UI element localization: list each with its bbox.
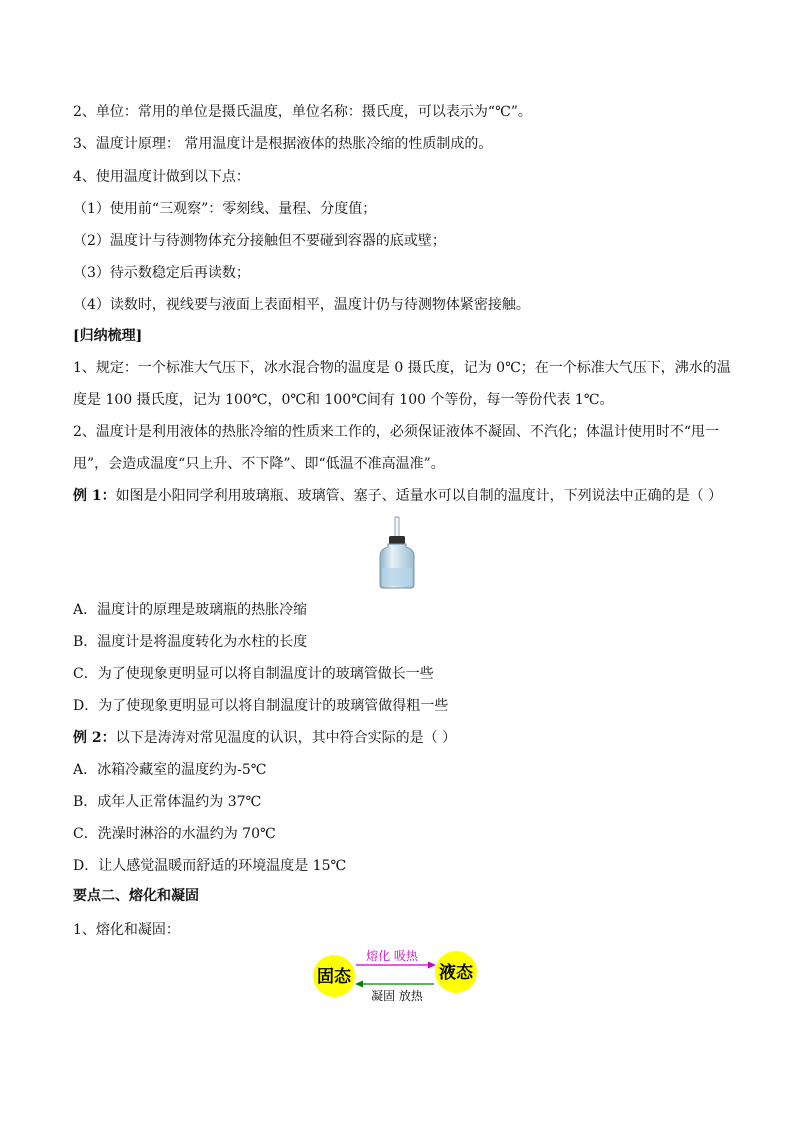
solidification-arrowhead bbox=[355, 981, 363, 988]
sec1-sub4: （4）读数时，视线要与液面上表面相平，温度计仍与待测物体紧密接触。 bbox=[73, 297, 530, 313]
example1-label: 例 1： bbox=[73, 488, 116, 504]
melting-label: 熔化 吸热 bbox=[366, 949, 418, 963]
summary-p1b: 度是 100 摄氏度，记为 100℃，0℃和 100℃间有 100 个等份，每一等份代表 1℃。 bbox=[73, 392, 614, 408]
summary-p2b: 甩”，会造成温度“只上升、不下降”、即“低温不准高温准”。 bbox=[73, 456, 445, 472]
example2-option-d: D．让人感觉温暖而舒适的环境温度是 15℃ bbox=[73, 858, 347, 874]
sec1-item4: 4、使用温度计做到以下点： bbox=[73, 169, 250, 185]
section2-item1: 1、熔化和凝固： bbox=[73, 922, 180, 938]
sec1-sub2: （2）温度计与待测物体充分接触但不要碰到容器的底或壁； bbox=[73, 233, 446, 249]
sec1-sub1: （1）使用前“三观察”：零刻线、量程、分度值； bbox=[73, 201, 377, 217]
example1-text: 如图是小阳同学利用玻璃瓶、玻璃管、塞子、适量水可以自制的温度计，下列说法中正确的是（ ） bbox=[115, 488, 723, 504]
sec1-item3: 3、温度计原理： 常用温度计是根据液体的热胀冷缩的性质制成的。 bbox=[73, 136, 493, 152]
example2-option-c: C．洗澡时淋浴的水温约为 70℃ bbox=[73, 826, 276, 842]
example2-question bbox=[73, 728, 456, 748]
example1-option-d: D．为了使现象更明显可以将自制温度计的玻璃管做得粗一些 bbox=[73, 698, 449, 714]
solidification-label: 凝固 放热 bbox=[371, 989, 423, 1003]
melting-arrowhead bbox=[428, 962, 436, 969]
thermometer-flask-image bbox=[378, 516, 416, 590]
summary-heading: [归纳梳理] bbox=[73, 328, 143, 344]
example2-option-b: B．成年人正常体温约为 37℃ bbox=[73, 794, 262, 810]
example1-question bbox=[73, 486, 722, 506]
solid-state-label: 固态 bbox=[317, 967, 351, 987]
sec1-sub3: （3）待示数稳定后再读数； bbox=[73, 265, 250, 281]
section2-heading: 要点二、熔化和凝固 bbox=[73, 888, 199, 904]
summary-p1a: 1、规定：一个标准大气压下，冰水混合物的温度是 0 摄氏度，记为 0℃；在一个标准大气压下，沸水的温 bbox=[73, 360, 731, 376]
summary-p2a: 2、温度计是利用液体的热胀冷缩的性质来工作的，必须保证液体不凝固、不汽化；体温计使用时不“甩一 bbox=[73, 424, 720, 440]
melting-solidification-diagram bbox=[312, 948, 482, 1004]
example1-option-c: C．为了使现象更明显可以将自制温度计的玻璃管做长一些 bbox=[73, 666, 434, 682]
example1-option-b: B．温度计是将温度转化为水柱的长度 bbox=[73, 634, 308, 650]
sec1-item2: 2、单位：常用的单位是摄氏温度，单位名称：摄氏度，可以表示为“℃”。 bbox=[73, 104, 532, 120]
liquid-state-label: 液态 bbox=[439, 963, 473, 983]
example2-option-a: A．冰箱冷藏室的温度约为-5℃ bbox=[73, 762, 267, 778]
example2-label: 例 2： bbox=[73, 730, 116, 746]
example2-text: 以下是涛涛对常见温度的认识，其中符合实际的是（ ） bbox=[115, 730, 457, 746]
example1-option-a: A．温度计的原理是玻璃瓶的热胀冷缩 bbox=[73, 602, 308, 618]
